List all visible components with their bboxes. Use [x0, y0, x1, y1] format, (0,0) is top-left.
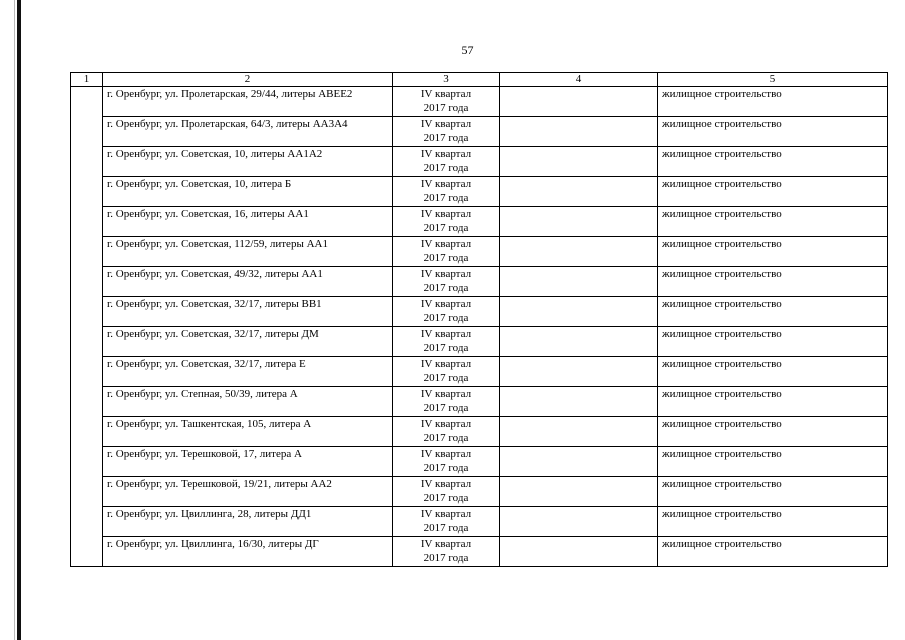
purpose-cell: жилищное строительство — [658, 507, 888, 537]
column-4-cell — [500, 207, 658, 237]
scan-shadow — [14, 0, 15, 640]
period-quarter: IV квартал — [420, 208, 472, 220]
period-year: 2017 года — [423, 282, 469, 294]
period-quarter: IV квартал — [420, 388, 472, 400]
period-year: 2017 года — [423, 312, 469, 324]
table-row — [71, 177, 888, 207]
purpose-cell: жилищное строительство — [658, 537, 888, 567]
table-row — [71, 267, 888, 297]
address-cell: г. Оренбург, ул. Советская, 16, литеры АА1 — [103, 207, 393, 237]
purpose-cell: жилищное строительство — [658, 417, 888, 447]
purpose-cell: жилищное строительство — [658, 327, 888, 357]
scan-binding-edge — [17, 0, 21, 640]
column-header-1: 1 — [71, 73, 103, 87]
table-row — [71, 87, 888, 117]
period-quarter: IV квартал — [420, 448, 472, 460]
purpose-cell: жилищное строительство — [658, 357, 888, 387]
purpose-cell: жилищное строительство — [658, 117, 888, 147]
address-cell: г. Оренбург, ул. Советская, 32/17, литеры ВВ1 — [103, 297, 393, 327]
period-cell — [393, 537, 500, 567]
period-year: 2017 года — [423, 222, 469, 234]
column-4-cell — [500, 267, 658, 297]
purpose-cell: жилищное строительство — [658, 297, 888, 327]
address-cell: г. Оренбург, ул. Советская, 49/32, литеры АА1 — [103, 267, 393, 297]
period-year: 2017 года — [423, 432, 469, 444]
address-cell: г. Оренбург, ул. Советская, 112/59, литеры АА1 — [103, 237, 393, 267]
period-cell — [393, 417, 500, 447]
period-cell — [393, 117, 500, 147]
period-year: 2017 года — [423, 132, 469, 144]
period-cell — [393, 147, 500, 177]
period-quarter: IV квартал — [420, 88, 472, 100]
period-cell — [393, 267, 500, 297]
period-year: 2017 года — [423, 552, 469, 564]
period-quarter: IV квартал — [420, 178, 472, 190]
table-row — [71, 147, 888, 177]
address-cell: г. Оренбург, ул. Советская, 10, литера Б — [103, 177, 393, 207]
period-cell — [393, 477, 500, 507]
column-header-3: 3 — [393, 73, 500, 87]
period-quarter: IV квартал — [420, 418, 472, 430]
header-row — [71, 73, 888, 87]
period-year: 2017 года — [423, 342, 469, 354]
period-quarter: IV квартал — [420, 358, 472, 370]
address-cell: г. Оренбург, ул. Советская, 32/17, литера Е — [103, 357, 393, 387]
column-4-cell — [500, 477, 658, 507]
table-row — [71, 327, 888, 357]
table-row — [71, 117, 888, 147]
period-quarter: IV квартал — [420, 508, 472, 520]
purpose-cell: жилищное строительство — [658, 267, 888, 297]
period-year: 2017 года — [423, 462, 469, 474]
row-number-cell — [71, 387, 103, 417]
column-4-cell — [500, 417, 658, 447]
period-cell — [393, 357, 500, 387]
table-row — [71, 297, 888, 327]
table-row — [71, 507, 888, 537]
row-number-cell — [71, 117, 103, 147]
column-4-cell — [500, 87, 658, 117]
period-year: 2017 года — [423, 372, 469, 384]
purpose-cell: жилищное строительство — [658, 477, 888, 507]
address-cell: г. Оренбург, ул. Ташкентская, 105, литера А — [103, 417, 393, 447]
row-number-cell — [71, 87, 103, 117]
period-cell — [393, 297, 500, 327]
column-4-cell — [500, 177, 658, 207]
period-year: 2017 года — [423, 402, 469, 414]
row-number-cell — [71, 537, 103, 567]
period-quarter: IV квартал — [420, 538, 472, 550]
row-number-cell — [71, 147, 103, 177]
table-row — [71, 417, 888, 447]
period-year: 2017 года — [423, 492, 469, 504]
table-row — [71, 237, 888, 267]
address-cell: г. Оренбург, ул. Терешковой, 17, литера А — [103, 447, 393, 477]
period-cell — [393, 327, 500, 357]
period-quarter: IV квартал — [420, 478, 472, 490]
purpose-cell: жилищное строительство — [658, 447, 888, 477]
purpose-cell: жилищное строительство — [658, 237, 888, 267]
column-header-4: 4 — [500, 73, 658, 87]
table-row — [71, 447, 888, 477]
period-year: 2017 года — [423, 192, 469, 204]
row-number-cell — [71, 357, 103, 387]
column-4-cell — [500, 447, 658, 477]
row-number-cell — [71, 297, 103, 327]
column-4-cell — [500, 237, 658, 267]
period-quarter: IV квартал — [420, 328, 472, 340]
period-quarter: IV квартал — [420, 238, 472, 250]
row-number-cell — [71, 207, 103, 237]
row-number-cell — [71, 507, 103, 537]
address-cell: г. Оренбург, ул. Цвиллинга, 16/30, литеры ДГ — [103, 537, 393, 567]
period-year: 2017 года — [423, 162, 469, 174]
row-number-cell — [71, 267, 103, 297]
period-cell — [393, 237, 500, 267]
column-4-cell — [500, 327, 658, 357]
period-quarter: IV квартал — [420, 118, 472, 130]
period-year: 2017 года — [423, 252, 469, 264]
row-number-cell — [71, 477, 103, 507]
period-quarter: IV квартал — [420, 298, 472, 310]
period-cell — [393, 207, 500, 237]
period-cell — [393, 447, 500, 477]
purpose-cell: жилищное строительство — [658, 177, 888, 207]
period-year: 2017 года — [423, 522, 469, 534]
document-table — [70, 72, 888, 567]
column-header-2: 2 — [103, 73, 393, 87]
address-cell: г. Оренбург, ул. Пролетарская, 29/44, литеры АВЕЕ2 — [103, 87, 393, 117]
table-row — [71, 207, 888, 237]
row-number-cell — [71, 417, 103, 447]
column-header-5: 5 — [658, 73, 888, 87]
row-number-cell — [71, 447, 103, 477]
period-cell — [393, 387, 500, 417]
purpose-cell: жилищное строительство — [658, 207, 888, 237]
period-quarter: IV квартал — [420, 148, 472, 160]
address-cell: г. Оренбург, ул. Степная, 50/39, литера А — [103, 387, 393, 417]
table-row — [71, 387, 888, 417]
purpose-cell: жилищное строительство — [658, 387, 888, 417]
table-row — [71, 357, 888, 387]
address-cell: г. Оренбург, ул. Цвиллинга, 28, литеры ДД1 — [103, 507, 393, 537]
column-4-cell — [500, 537, 658, 567]
table-row — [71, 537, 888, 567]
column-4-cell — [500, 387, 658, 417]
address-cell: г. Оренбург, ул. Советская, 10, литеры АА1А2 — [103, 147, 393, 177]
period-year: 2017 года — [423, 102, 469, 114]
page-number: 57 — [461, 43, 474, 57]
table-body — [71, 87, 888, 567]
table-row — [71, 477, 888, 507]
purpose-cell: жилищное строительство — [658, 147, 888, 177]
address-cell: г. Оренбург, ул. Советская, 32/17, литеры ДМ — [103, 327, 393, 357]
period-cell — [393, 177, 500, 207]
address-cell: г. Оренбург, ул. Терешковой, 19/21, литеры АА2 — [103, 477, 393, 507]
row-number-cell — [71, 237, 103, 267]
column-4-cell — [500, 507, 658, 537]
address-cell: г. Оренбург, ул. Пролетарская, 64/3, литеры АА3А4 — [103, 117, 393, 147]
column-4-cell — [500, 117, 658, 147]
row-number-cell — [71, 177, 103, 207]
column-4-cell — [500, 297, 658, 327]
purpose-cell: жилищное строительство — [658, 87, 888, 117]
column-4-cell — [500, 357, 658, 387]
period-cell — [393, 507, 500, 537]
row-number-cell — [71, 327, 103, 357]
period-quarter: IV квартал — [420, 268, 472, 280]
period-cell — [393, 87, 500, 117]
column-4-cell — [500, 147, 658, 177]
